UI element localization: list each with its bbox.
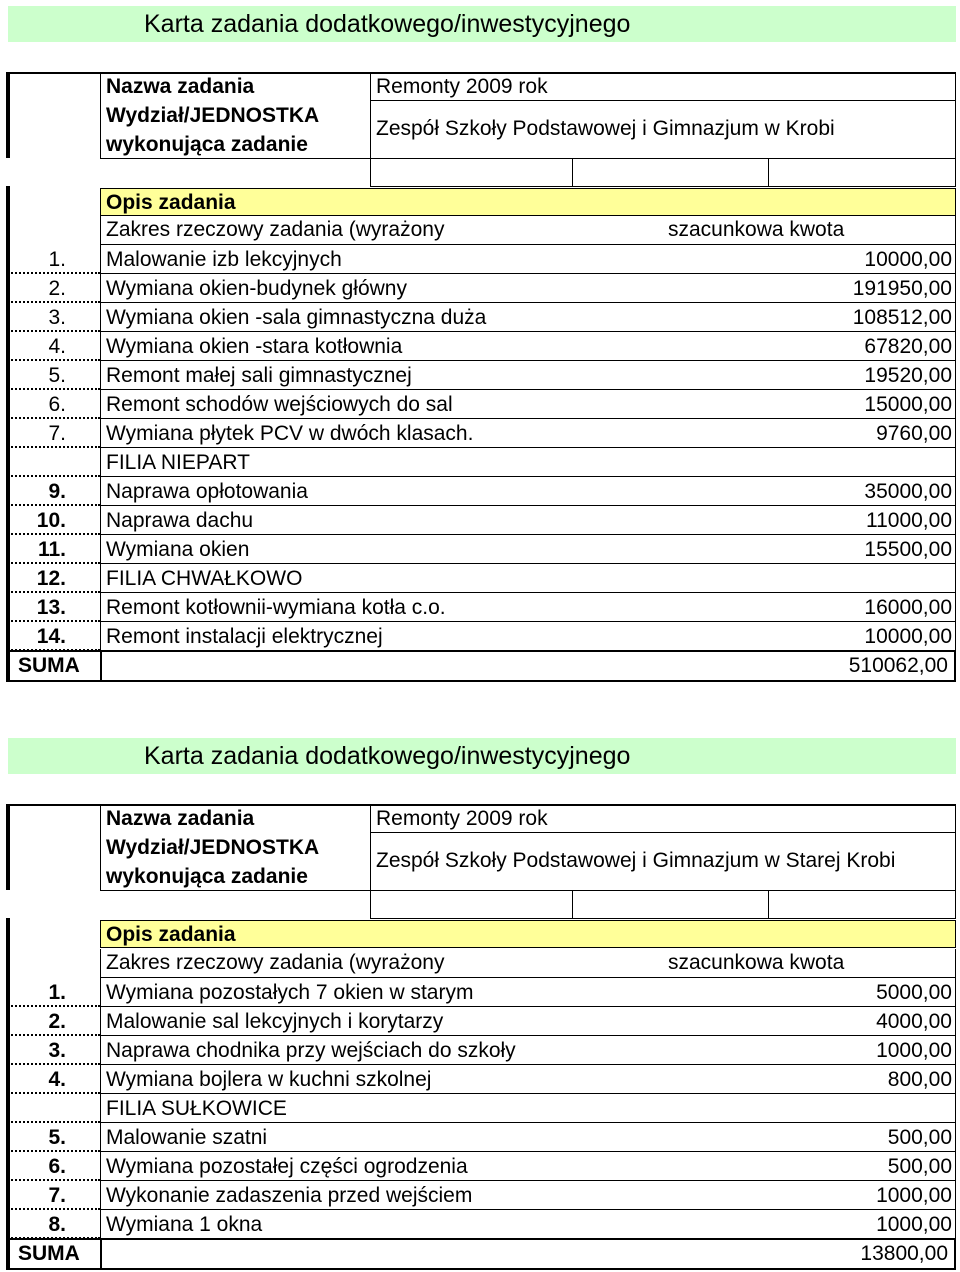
row-divider	[955, 506, 956, 535]
header-divider	[370, 804, 371, 918]
suma-value: 13800,00	[860, 1242, 948, 1265]
suma-row	[6, 1238, 956, 1270]
row-number: 9.	[8, 477, 100, 506]
nazwa-value: Remonty 2009 rok	[376, 75, 548, 98]
wydzial-value: Zespół Szkoły Podstawowej i Gimnazjum w Starej Krobi	[376, 849, 896, 872]
row-divider	[955, 216, 956, 245]
row-divider	[955, 622, 956, 651]
row-amount: 15500,00	[864, 538, 952, 561]
table-row	[0, 506, 960, 535]
row-divider	[955, 1007, 956, 1036]
row-description: Wymiana 1 okna	[106, 1213, 263, 1236]
row-divider	[100, 477, 101, 506]
table-row	[0, 1094, 960, 1123]
row-description: Naprawa dachu	[106, 509, 254, 532]
row-divider	[100, 274, 101, 303]
suma-divider	[100, 652, 102, 680]
suma-label: SUMA	[18, 654, 80, 677]
row-description: Wymiana pozostałej części ogrodzenia	[106, 1155, 468, 1178]
row-divider	[100, 564, 101, 593]
row-number	[8, 448, 100, 477]
row-description: Wymiana pozostałych 7 okien w starym	[106, 981, 474, 1004]
table-row	[0, 274, 960, 303]
row-description: Remont schodów wejściowych do sal	[106, 393, 453, 416]
row-divider	[955, 978, 956, 1007]
row-divider	[955, 332, 956, 361]
row-divider	[955, 1065, 956, 1094]
row-amount: 35000,00	[864, 480, 952, 503]
table-row	[0, 245, 960, 274]
table-row	[0, 1007, 960, 1036]
suma-value: 510062,00	[848, 654, 948, 677]
header-line	[370, 918, 956, 919]
row-number: 3.	[8, 1036, 100, 1065]
row-description: Naprawa opłotowania	[106, 480, 308, 503]
row-number: 6.	[8, 390, 100, 419]
row-description: Remont małej sali gimnastycznej	[106, 364, 412, 387]
table-row	[0, 593, 960, 622]
row-divider	[955, 564, 956, 593]
row-description: Naprawa chodnika przy wejściach do szkoły	[106, 1039, 516, 1062]
row-description: Malowanie sal lekcyjnych i korytarzy	[106, 1010, 444, 1033]
row-number: 7.	[8, 1181, 100, 1210]
table-row	[0, 1123, 960, 1152]
row-divider	[100, 245, 101, 274]
row-number: 3.	[8, 303, 100, 332]
row-number: 5.	[8, 361, 100, 390]
row-description: Wymiana okien-budynek główny	[106, 277, 407, 300]
row-amount: 108512,00	[852, 306, 952, 329]
table-row	[0, 477, 960, 506]
row-amount: 800,00	[887, 1068, 952, 1091]
row-number: 2.	[8, 1007, 100, 1036]
row-divider	[100, 593, 101, 622]
header-divider	[768, 158, 769, 186]
row-number: 11.	[8, 535, 100, 564]
row-description: Malowanie izb lekcyjnych	[106, 248, 342, 271]
wydzial-label: Wydział/JEDNOSTKA	[106, 104, 320, 127]
row-divider	[100, 535, 101, 564]
row-amount: 500,00	[887, 1126, 952, 1149]
row-divider	[955, 593, 956, 622]
row-amount: 5000,00	[876, 981, 952, 1004]
wydzial-label: Wydział/JEDNOSTKA	[106, 836, 320, 859]
row-divider	[100, 622, 101, 651]
wydzial-label: wykonująca zadanie	[106, 865, 308, 888]
table-row	[0, 361, 960, 390]
row-description: Remont instalacji elektrycznej	[106, 625, 383, 648]
row-divider	[955, 1210, 956, 1239]
table-row	[0, 622, 960, 651]
row-number: 13.	[8, 593, 100, 622]
table-row	[0, 1152, 960, 1181]
row-divider	[955, 303, 956, 332]
table-row	[0, 303, 960, 332]
row-divider	[955, 1094, 956, 1123]
row-divider	[100, 1181, 101, 1210]
table-row	[0, 978, 960, 1007]
row-divider	[100, 1036, 101, 1065]
row-description: Wymiana okien -stara kotłownia	[106, 335, 403, 358]
row-divider	[100, 949, 101, 978]
row-divider	[955, 245, 956, 274]
row-description: Remont kotłownii-wymiana kotła c.o.	[106, 596, 446, 619]
suma-divider	[100, 1240, 102, 1268]
zakres-label: Zakres rzeczowy zadania (wyrażony	[106, 951, 445, 974]
row-amount: 1000,00	[876, 1039, 952, 1062]
row-divider	[955, 1036, 956, 1065]
row-number: 8.	[8, 1210, 100, 1239]
row-number: 10.	[8, 506, 100, 535]
row-divider	[955, 419, 956, 448]
row-description: FILIA CHWAŁKOWO	[106, 567, 303, 590]
row-divider	[100, 390, 101, 419]
row-number: 1.	[8, 245, 100, 274]
row-amount: 1000,00	[876, 1184, 952, 1207]
kwota-label: szacunkowa kwota	[668, 218, 845, 241]
header-divider	[100, 72, 101, 158]
row-divider	[100, 303, 101, 332]
row-divider	[100, 506, 101, 535]
row-number: 4.	[8, 1065, 100, 1094]
nazwa-label: Nazwa zadania	[106, 807, 255, 830]
row-divider	[955, 390, 956, 419]
row-description: Wymiana płytek PCV w dwóch klasach.	[106, 422, 474, 445]
table-row	[0, 419, 960, 448]
row-divider	[955, 1123, 956, 1152]
row-number: 6.	[8, 1152, 100, 1181]
wydzial-label: wykonująca zadanie	[106, 133, 308, 156]
row-amount: 500,00	[887, 1155, 952, 1178]
row-description: FILIA SUŁKOWICE	[106, 1097, 287, 1120]
suma-label: SUMA	[18, 1242, 80, 1265]
row-description: Wymiana okien -sala gimnastyczna duża	[106, 306, 487, 329]
row-number: 12.	[8, 564, 100, 593]
table-row	[0, 448, 960, 477]
row-amount: 4000,00	[876, 1010, 952, 1033]
row-divider	[955, 448, 956, 477]
row-divider	[100, 332, 101, 361]
row-description: Wykonanie zadaszenia przed wejściem	[106, 1184, 473, 1207]
row-number: 4.	[8, 332, 100, 361]
table-row	[0, 390, 960, 419]
header-right-border	[955, 72, 956, 186]
row-divider	[100, 1094, 101, 1123]
kwota-label: szacunkowa kwota	[668, 951, 845, 974]
row-amount: 19520,00	[864, 364, 952, 387]
table-row	[0, 332, 960, 361]
row-divider	[955, 1181, 956, 1210]
header-divider	[768, 890, 769, 918]
row-divider	[100, 1210, 101, 1239]
row-divider	[955, 274, 956, 303]
header-divider	[370, 72, 371, 186]
row-amount: 67820,00	[864, 335, 952, 358]
row-divider	[955, 949, 956, 978]
row-number: 5.	[8, 1123, 100, 1152]
row-description: Malowanie szatni	[106, 1126, 268, 1149]
nazwa-label: Nazwa zadania	[106, 75, 255, 98]
row-amount: 11000,00	[865, 509, 952, 532]
header-divider	[572, 890, 573, 918]
row-divider	[100, 978, 101, 1007]
header-left-border	[6, 72, 10, 158]
row-amount: 15000,00	[864, 393, 952, 416]
row-number	[8, 1094, 100, 1123]
row-divider	[100, 216, 101, 245]
opis-label: Opis zadania	[100, 920, 956, 948]
row-description: Wymiana okien	[106, 538, 250, 561]
row-amount: 10000,00	[864, 248, 952, 271]
row-divider	[955, 535, 956, 564]
row-amount: 1000,00	[876, 1213, 952, 1236]
row-description: FILIA NIEPART	[106, 451, 250, 474]
table-row	[0, 1065, 960, 1094]
row-divider	[100, 448, 101, 477]
table-row	[0, 1210, 960, 1239]
zakres-label: Zakres rzeczowy zadania (wyrażony	[106, 218, 445, 241]
table-row	[0, 1181, 960, 1210]
table-row	[0, 535, 960, 564]
row-number: 7.	[8, 419, 100, 448]
nazwa-value: Remonty 2009 rok	[376, 807, 548, 830]
row-number: 14.	[8, 622, 100, 651]
opis-label: Opis zadania	[100, 188, 956, 216]
row-number: 1.	[8, 978, 100, 1007]
row-divider	[100, 361, 101, 390]
row-divider	[955, 477, 956, 506]
row-divider	[955, 361, 956, 390]
header-divider	[572, 158, 573, 186]
header-divider	[100, 804, 101, 890]
row-description: Wymiana bojlera w kuchni szkolnej	[106, 1068, 432, 1091]
wydzial-value: Zespół Szkoły Podstawowej i Gimnazjum w Krobi	[376, 117, 835, 140]
suma-row	[6, 650, 956, 682]
row-amount: 16000,00	[864, 596, 952, 619]
row-divider	[100, 1152, 101, 1181]
row-number: 2.	[8, 274, 100, 303]
row-divider	[100, 1065, 101, 1094]
row-amount: 10000,00	[864, 625, 952, 648]
row-divider	[955, 1152, 956, 1181]
table-row	[0, 1036, 960, 1065]
row-divider	[100, 1123, 101, 1152]
card-title: Karta zadania dodatkowego/inwestycyjnego	[8, 6, 956, 42]
row-divider	[100, 1007, 101, 1036]
card-title: Karta zadania dodatkowego/inwestycyjnego	[8, 738, 956, 774]
header-left-border	[6, 804, 10, 890]
header-line	[370, 186, 956, 187]
row-divider	[100, 419, 101, 448]
table-row	[0, 564, 960, 593]
row-amount: 9760,00	[876, 422, 952, 445]
header-right-border	[955, 804, 956, 918]
row-amount: 191950,00	[852, 277, 952, 300]
